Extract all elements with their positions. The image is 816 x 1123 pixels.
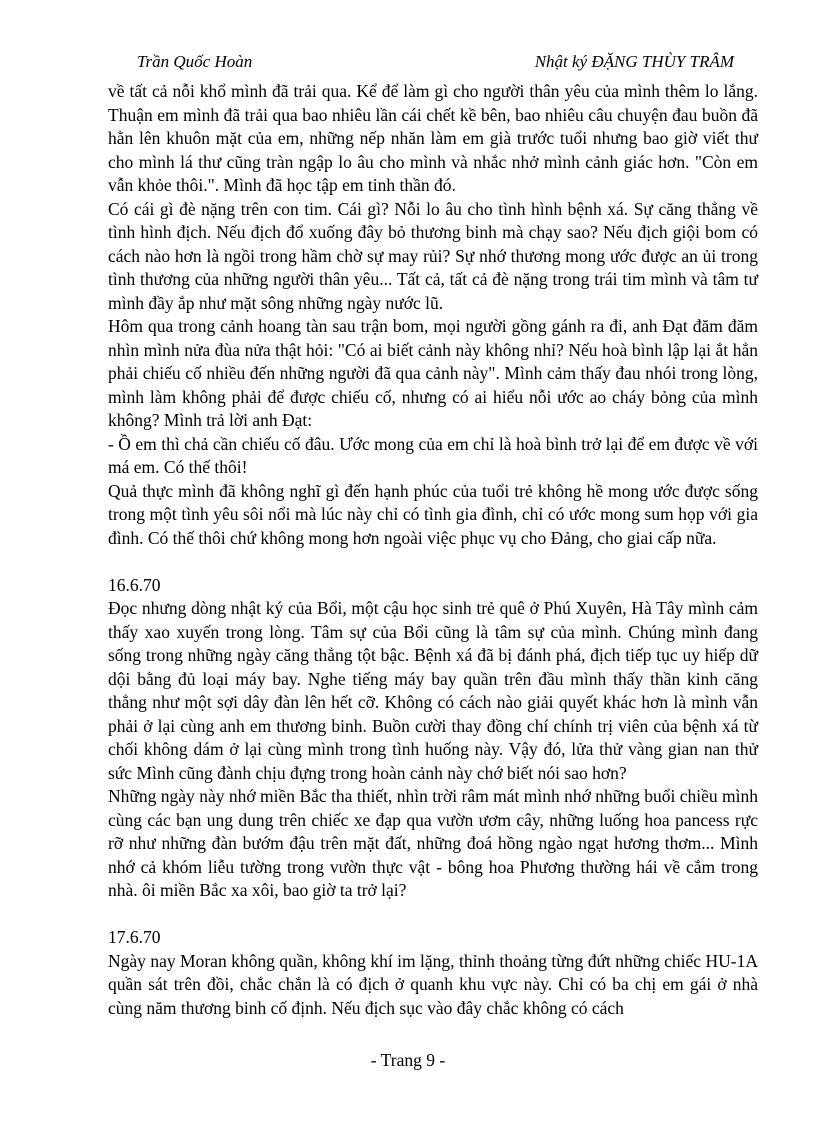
paragraph: Có cái gì đè nặng trên con tim. Cái gì? Nỗi lo âu cho tình hình bệnh xá. Sự căng thẳng về tình hình địch. Nếu địch đổ xuống đây bỏ thương binh mà chạy sao? Nếu địch giội bom có cách nào hơn là ngồi trong hầm chờ sự may rủi? Sự nhớ thương mong ước được an ủi trong tình thương của những người thân yêu... Tất cả, tất cả đè nặng trong trái tim mình và tâm tư mình đầy ắp như mặt sông những ngày nước lũ. [108, 198, 758, 313]
page-number: - Trang 9 - [370, 1050, 446, 1070]
entry-date: 17.6.70 [108, 927, 161, 947]
paragraph: Hôm qua trong cảnh hoang tàn sau trận bom, mọi người gồng gánh ra đi, anh Đạt đăm đăm nhìn mình nửa đùa nửa thật hỏi: "Có ai biết cảnh này không nhỉ? Nếu hoà bình lập lại ắt hẳn phải chiếu cố nhiều đến những người đã qua cảnh này". Mình cảm thấy đau nhói trong lòng, mình làm không phải để được chiếu cố, nhưng có ai hiểu nỗi ước ao cháy bỏng của mình không? Mình trả lời anh Đạt: [108, 316, 758, 430]
header-author: Trần Quốc Hoàn [137, 52, 253, 71]
document-body [108, 80, 758, 1020]
paragraph: Đọc nhưng dòng nhật ký của Bổi, một cậu học sinh trẻ quê ở Phú Xuyên, Hà Tây mình cảm thấy xao xuyến trong lòng. Tâm sự của Bổi cũng là tâm sự của mình. Chúng mình đang sống trong những ngày căng thẳng tột bậc. Bệnh xá đã bị đánh phá, địch tiếp tục uy hiếp dữ dội bằng đủ loại máy bay. Nghe tiếng máy bay quần trên đầu mình thấy thần kinh căng thẳng như một sợi dây đàn lên hết cỡ. Không có cách nào giải quyết khác hơn là mình vẫn phải ở lại cùng anh em thương binh. Buồn cười thay đồng chí chính trị viên của bệnh xá từ chối không dám ở lại cùng mình trong tình huống này. Vậy đó, lửa thử vàng gian nan thử sức Mình cũng đành chịu đựng trong hoàn cảnh này chớ biết nói sao hơn? [108, 598, 758, 783]
paragraph: Quả thực mình đã không nghĩ gì đến hạnh phúc của tuổi trẻ không hề mong ước được sống trong một tình yêu sôi nổi mà lúc này chỉ có tình gia đình, chỉ có ước mong sum họp với gia đình. Có thế thôi chứ không mong hơn ngoài việc phục vụ cho Đảng, cho giai cấp nữa. [108, 480, 758, 548]
entry-date: 16.6.70 [108, 574, 161, 595]
spacer [108, 903, 758, 927]
paragraph: Ngày nay Moran không quần, không khí im lặng, thỉnh thoảng từng đứt những chiếc HU-1A quần sát trên đồi, chắc chắn là có địch ở quanh khu vực này. Chỉ có ba chị em gái ở nhà cùng năm thương binh cố định. Nếu địch sục vào đây chắc không có cách [108, 950, 758, 1018]
spacer [108, 550, 758, 574]
paragraph: Những ngày này nhớ miền Bắc tha thiết, nhìn trời râm mát mình nhớ những buổi chiều mình cùng các bạn ung dung trên chiếc xe đạp qua vườn ươm cây, những luống hoa pancess rực rỡ như những đàn bướm đậu trên mặt đất, những đoá hồng ngào ngạt hương thơm... Mình nhớ cả khóm liễu tường trong vườn thực vật - bông hoa Phương thường hái về cắm trong nhà. ôi miền Bắc xa xôi, bao giờ ta trở lại? [108, 786, 758, 900]
paragraph: - Ồ em thì chả cần chiếu cố đâu. Ước mong của em chỉ là hoà bình trở lại để em được về với má em. Có thế thôi! [108, 433, 758, 477]
paragraph: về tất cả nỗi khổ mình đã trải qua. Kể để làm gì cho người thân yêu của mình thêm lo lắng. Thuận em mình đã trải qua bao nhiêu lần cái chết kề bên, bao nhiêu câu chuyện đau buồn đã hằn lên khuôn mặt của em, những nếp nhăn làm em già trước tuổi nhưng bao giờ viết thư cho mình lá thư cũng tràn ngập lo âu cho mình và nhắc nhở mình cảnh giác hơn. "Còn em vẫn khỏe thôi.". Mình đã học tập em tinh thần đó. [108, 81, 758, 195]
header-book-title: Nhật ký ĐẶNG THÙY TRÂM [534, 52, 734, 71]
